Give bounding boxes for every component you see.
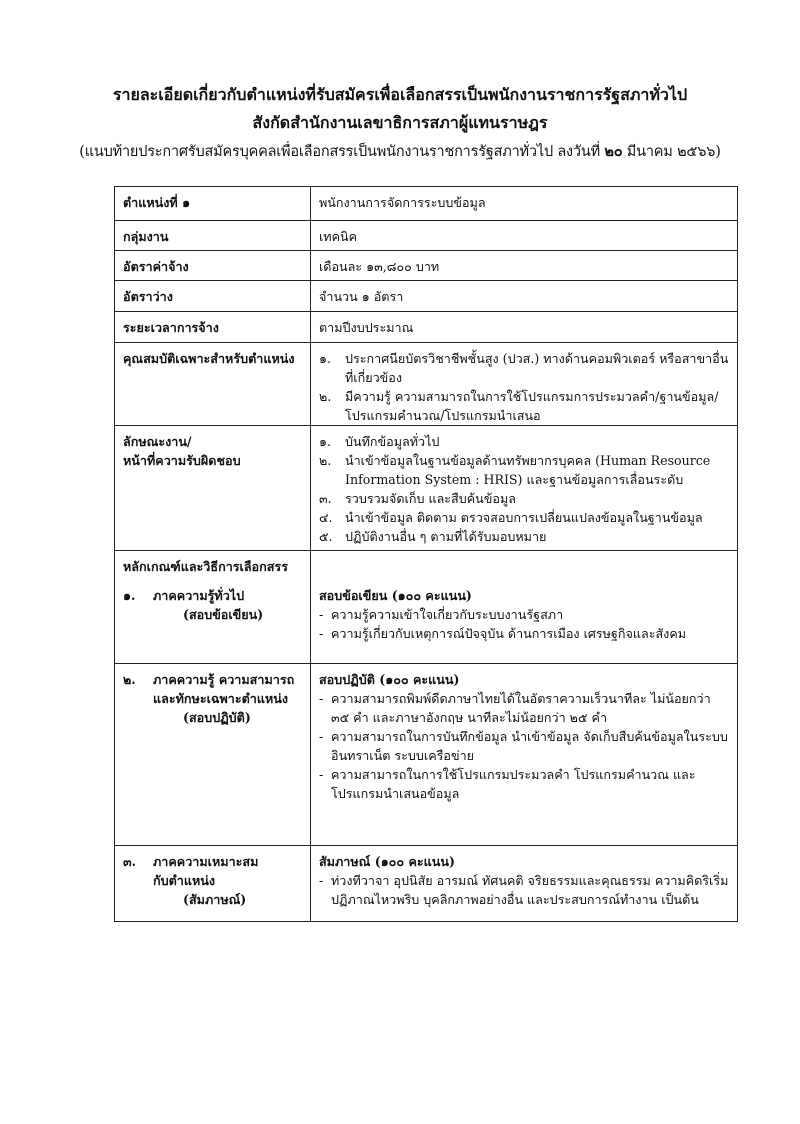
criteria-1-sub: (สอบข้อเขียน) bbox=[183, 607, 264, 622]
item-text: ปฏิบัติงานอื่น ๆ ตามที่ได้รับมอบหมาย bbox=[345, 529, 547, 544]
subtitle-day: ๒๐ bbox=[604, 143, 623, 160]
item-text: ประกาศนียบัตรวิชาชีพชั้นสูง (ปวส.) ทางด้านคอมพิวเตอร์ หรือสาขาอื่นที่เกี่ยวข้อง bbox=[345, 351, 729, 385]
list-item bbox=[319, 349, 729, 387]
criteria-3-label bbox=[115, 846, 310, 909]
wage-value: เดือนละ ๑๓,๘๐๐ บาท bbox=[319, 259, 440, 274]
list-item bbox=[319, 387, 729, 425]
subtitle-suffix: มีนาคม ๒๕๖๖) bbox=[626, 144, 721, 160]
list-item: - ความรู้เกี่ยวกับเหตุการณ์ปัจจุบัน ด้านการเมือง เศรษฐกิจและสังคม bbox=[319, 624, 729, 643]
qualification-label: คุณสมบัติเฉพาะสำหรับตำแหน่ง bbox=[123, 351, 295, 366]
position-value: พนักงานการจัดการระบบข้อมูล bbox=[319, 195, 486, 210]
list-item: - ความรู้ความเข้าใจเกี่ยวกับระบบงานรัฐสภา bbox=[319, 605, 729, 624]
item-text: ความรู้เกี่ยวกับเหตุการณ์ปัจจุบัน ด้านการเมือง เศรษฐกิจและสังคม bbox=[331, 626, 687, 641]
criteria-1-main: ภาคความรู้ทั่วไป bbox=[153, 588, 245, 603]
criteria-3-number: ๓. bbox=[123, 854, 136, 869]
position-label: ตำแหน่งที่ ๑ bbox=[123, 195, 191, 210]
period-label: ระยะเวลาการจ้าง bbox=[123, 320, 219, 335]
list-item: - ความสามารถในการใช้โปรแกรมประมวลคำ โปรแกรมคำนวณ และโปรแกรมนำเสนอข้อมูล bbox=[319, 765, 729, 803]
wage-label: อัตราค่าจ้าง bbox=[123, 259, 189, 274]
item-text: ความสามารถในการบันทึกข้อมูล นำเข้าข้อมูล จัดเก็บสืบค้นข้อมูลในระบบอินทราเน็ต ระบบเครือข่าย bbox=[331, 729, 728, 763]
period-value: ตามปีงบประมาณ bbox=[319, 320, 414, 335]
duty-label-line-1: ลักษณะงาน/ bbox=[123, 434, 192, 449]
qualification-list bbox=[311, 343, 737, 425]
criteria-3-sub-1: กับตำแหน่ง bbox=[153, 873, 216, 888]
criteria-3-exam-heading: สัมภาษณ์ (๑๐๐ คะแนน) bbox=[319, 854, 455, 869]
group-value: เทคนิค bbox=[319, 229, 358, 244]
item-text: นำเข้าข้อมูลในฐานข้อมูลด้านทรัพยากรบุคคล (Human Resource Information System : HRIS) และฐานข้อมูลการเลื่อนระดับ bbox=[345, 453, 711, 487]
criteria-3-sub-2: (สัมภาษณ์) bbox=[183, 892, 247, 907]
table-row-position bbox=[115, 187, 738, 221]
item-number: ๒. bbox=[319, 389, 332, 404]
duty-label bbox=[115, 426, 310, 470]
item-text: รวบรวมจัดเก็บ และสืบค้นข้อมูล bbox=[345, 491, 516, 506]
table-row-duties bbox=[115, 426, 738, 551]
criteria-1-label bbox=[115, 576, 310, 624]
table-row-period bbox=[115, 312, 738, 343]
table-row-group bbox=[115, 221, 738, 251]
item-text: บันทึกข้อมูลทั่วไป bbox=[345, 434, 440, 449]
vacancy-label: อัตราว่าง bbox=[123, 289, 173, 304]
table-row-qualification bbox=[115, 343, 738, 426]
vacancy-value: จำนวน ๑ อัตรา bbox=[319, 289, 404, 304]
criteria-1-number: ๑. bbox=[123, 588, 136, 603]
list-item bbox=[319, 489, 729, 508]
list-item: - ความสามารถในการบันทึกข้อมูล นำเข้าข้อมูล จัดเก็บสืบค้นข้อมูลในระบบอินทราเน็ต ระบบเครือข่าย bbox=[319, 729, 728, 763]
criteria-2-label bbox=[115, 664, 310, 727]
item-number: ๓. bbox=[319, 491, 332, 506]
item-text: ความสามารถในการใช้โปรแกรมประมวลคำ โปรแกรมคำนวณ และโปรแกรมนำเสนอข้อมูล bbox=[331, 767, 696, 801]
item-number: ๑. bbox=[319, 434, 331, 449]
document-subtitle bbox=[0, 140, 800, 163]
criteria-2-main: ภาคความรู้ ความสามารถ bbox=[153, 672, 295, 687]
criteria-1-exam-heading: สอบข้อเขียน (๑๐๐ คะแนน) bbox=[319, 588, 472, 603]
table-row-criteria-1 bbox=[115, 551, 738, 664]
duty-list bbox=[311, 426, 737, 546]
criteria-2-sub-1: และทักษะเฉพาะตำแหน่ง bbox=[153, 691, 289, 706]
document-title-line-2: สังกัดสำนักงานเลขาธิการสภาผู้แทนราษฎร bbox=[252, 113, 548, 132]
subtitle-prefix: (แนบท้ายประกาศรับสมัครบุคคลเพื่อเลือกสรรเป็นพนักงานราชการรัฐสภาทั่วไป ลงวันที่ bbox=[79, 144, 600, 160]
list-item: - ความสามารถพิมพ์ดีดภาษาไทยได้ในอัตราความเร็วนาทีละ ไม่น้อยกว่า ๓๕ คำ และภาษาอังกฤษ นาทีละไม่น้อยกว่า ๒๕ คำ bbox=[319, 689, 729, 727]
document-title-line-1: รายละเอียดเกี่ยวกับตำแหน่งที่รับสมัครเพื่อเลือกสรรเป็นพนักงานราชการรัฐสภาทั่วไป bbox=[112, 85, 688, 104]
list-item bbox=[319, 451, 729, 489]
table-row-criteria-2 bbox=[115, 664, 738, 846]
criteria-heading: หลักเกณฑ์และวิธีการเลือกสรร bbox=[123, 559, 288, 574]
list-item bbox=[319, 432, 729, 451]
item-text: ความรู้ความเข้าใจเกี่ยวกับระบบงานรัฐสภา bbox=[331, 607, 564, 622]
item-text: ความสามารถพิมพ์ดีดภาษาไทยได้ในอัตราความเร็วนาทีละ ไม่น้อยกว่า ๓๕ คำ และภาษาอังกฤษ นาทีละไม่น้อยกว่า ๒๕ คำ bbox=[331, 691, 711, 725]
table-row-vacancy bbox=[115, 281, 738, 312]
criteria-2-exam-heading: สอบปฏิบัติ (๑๐๐ คะแนน) bbox=[319, 672, 460, 687]
criteria-3-main: ภาคความเหมาะสม bbox=[153, 854, 259, 869]
item-number: ๒. bbox=[319, 453, 332, 468]
criteria-2-sub-2: (สอบปฏิบัติ) bbox=[183, 710, 251, 725]
item-number: ๔. bbox=[319, 510, 333, 525]
item-number: ๑. bbox=[319, 351, 331, 366]
item-number: ๕. bbox=[319, 529, 333, 544]
criteria-2-number: ๒. bbox=[123, 672, 136, 687]
list-item: - ท่วงทีวาจา อุปนิสัย อารมณ์ ทัศนคติ จริยธรรมและคุณธรรม ความคิดริเริ่ม ปฏิภาณไหวพริบ บุคลิกภาพอย่างอื่น และประสบการณ์ทำงาน เป็นต้น bbox=[319, 873, 729, 907]
item-text: ท่วงทีวาจา อุปนิสัย อารมณ์ ทัศนคติ จริยธรรมและคุณธรรม ความคิดริเริ่ม ปฏิภาณไหวพริบ บุคลิกภาพอย่างอื่น และประสบการณ์ทำงาน เป็นต้น bbox=[331, 873, 729, 907]
duty-label-line-2: หน้าที่ความรับผิดชอบ bbox=[123, 453, 241, 468]
table-row-wage bbox=[115, 251, 738, 281]
list-item bbox=[319, 527, 729, 546]
position-detail-table bbox=[114, 186, 738, 922]
list-item bbox=[319, 508, 729, 527]
table-row-criteria-3 bbox=[115, 846, 738, 922]
item-text: นำเข้าข้อมูล ติดตาม ตรวจสอบการเปลี่ยนแปลงข้อมูลในฐานข้อมูล bbox=[345, 510, 703, 525]
item-text: มีความรู้ ความสามารถในการใช้โปรแกรมการประมวลคำ/ฐานข้อมูล/โปรแกรมคำนวณ/โปรแกรมนำเสนอ bbox=[345, 389, 719, 423]
group-label: กลุ่มงาน bbox=[123, 229, 169, 244]
